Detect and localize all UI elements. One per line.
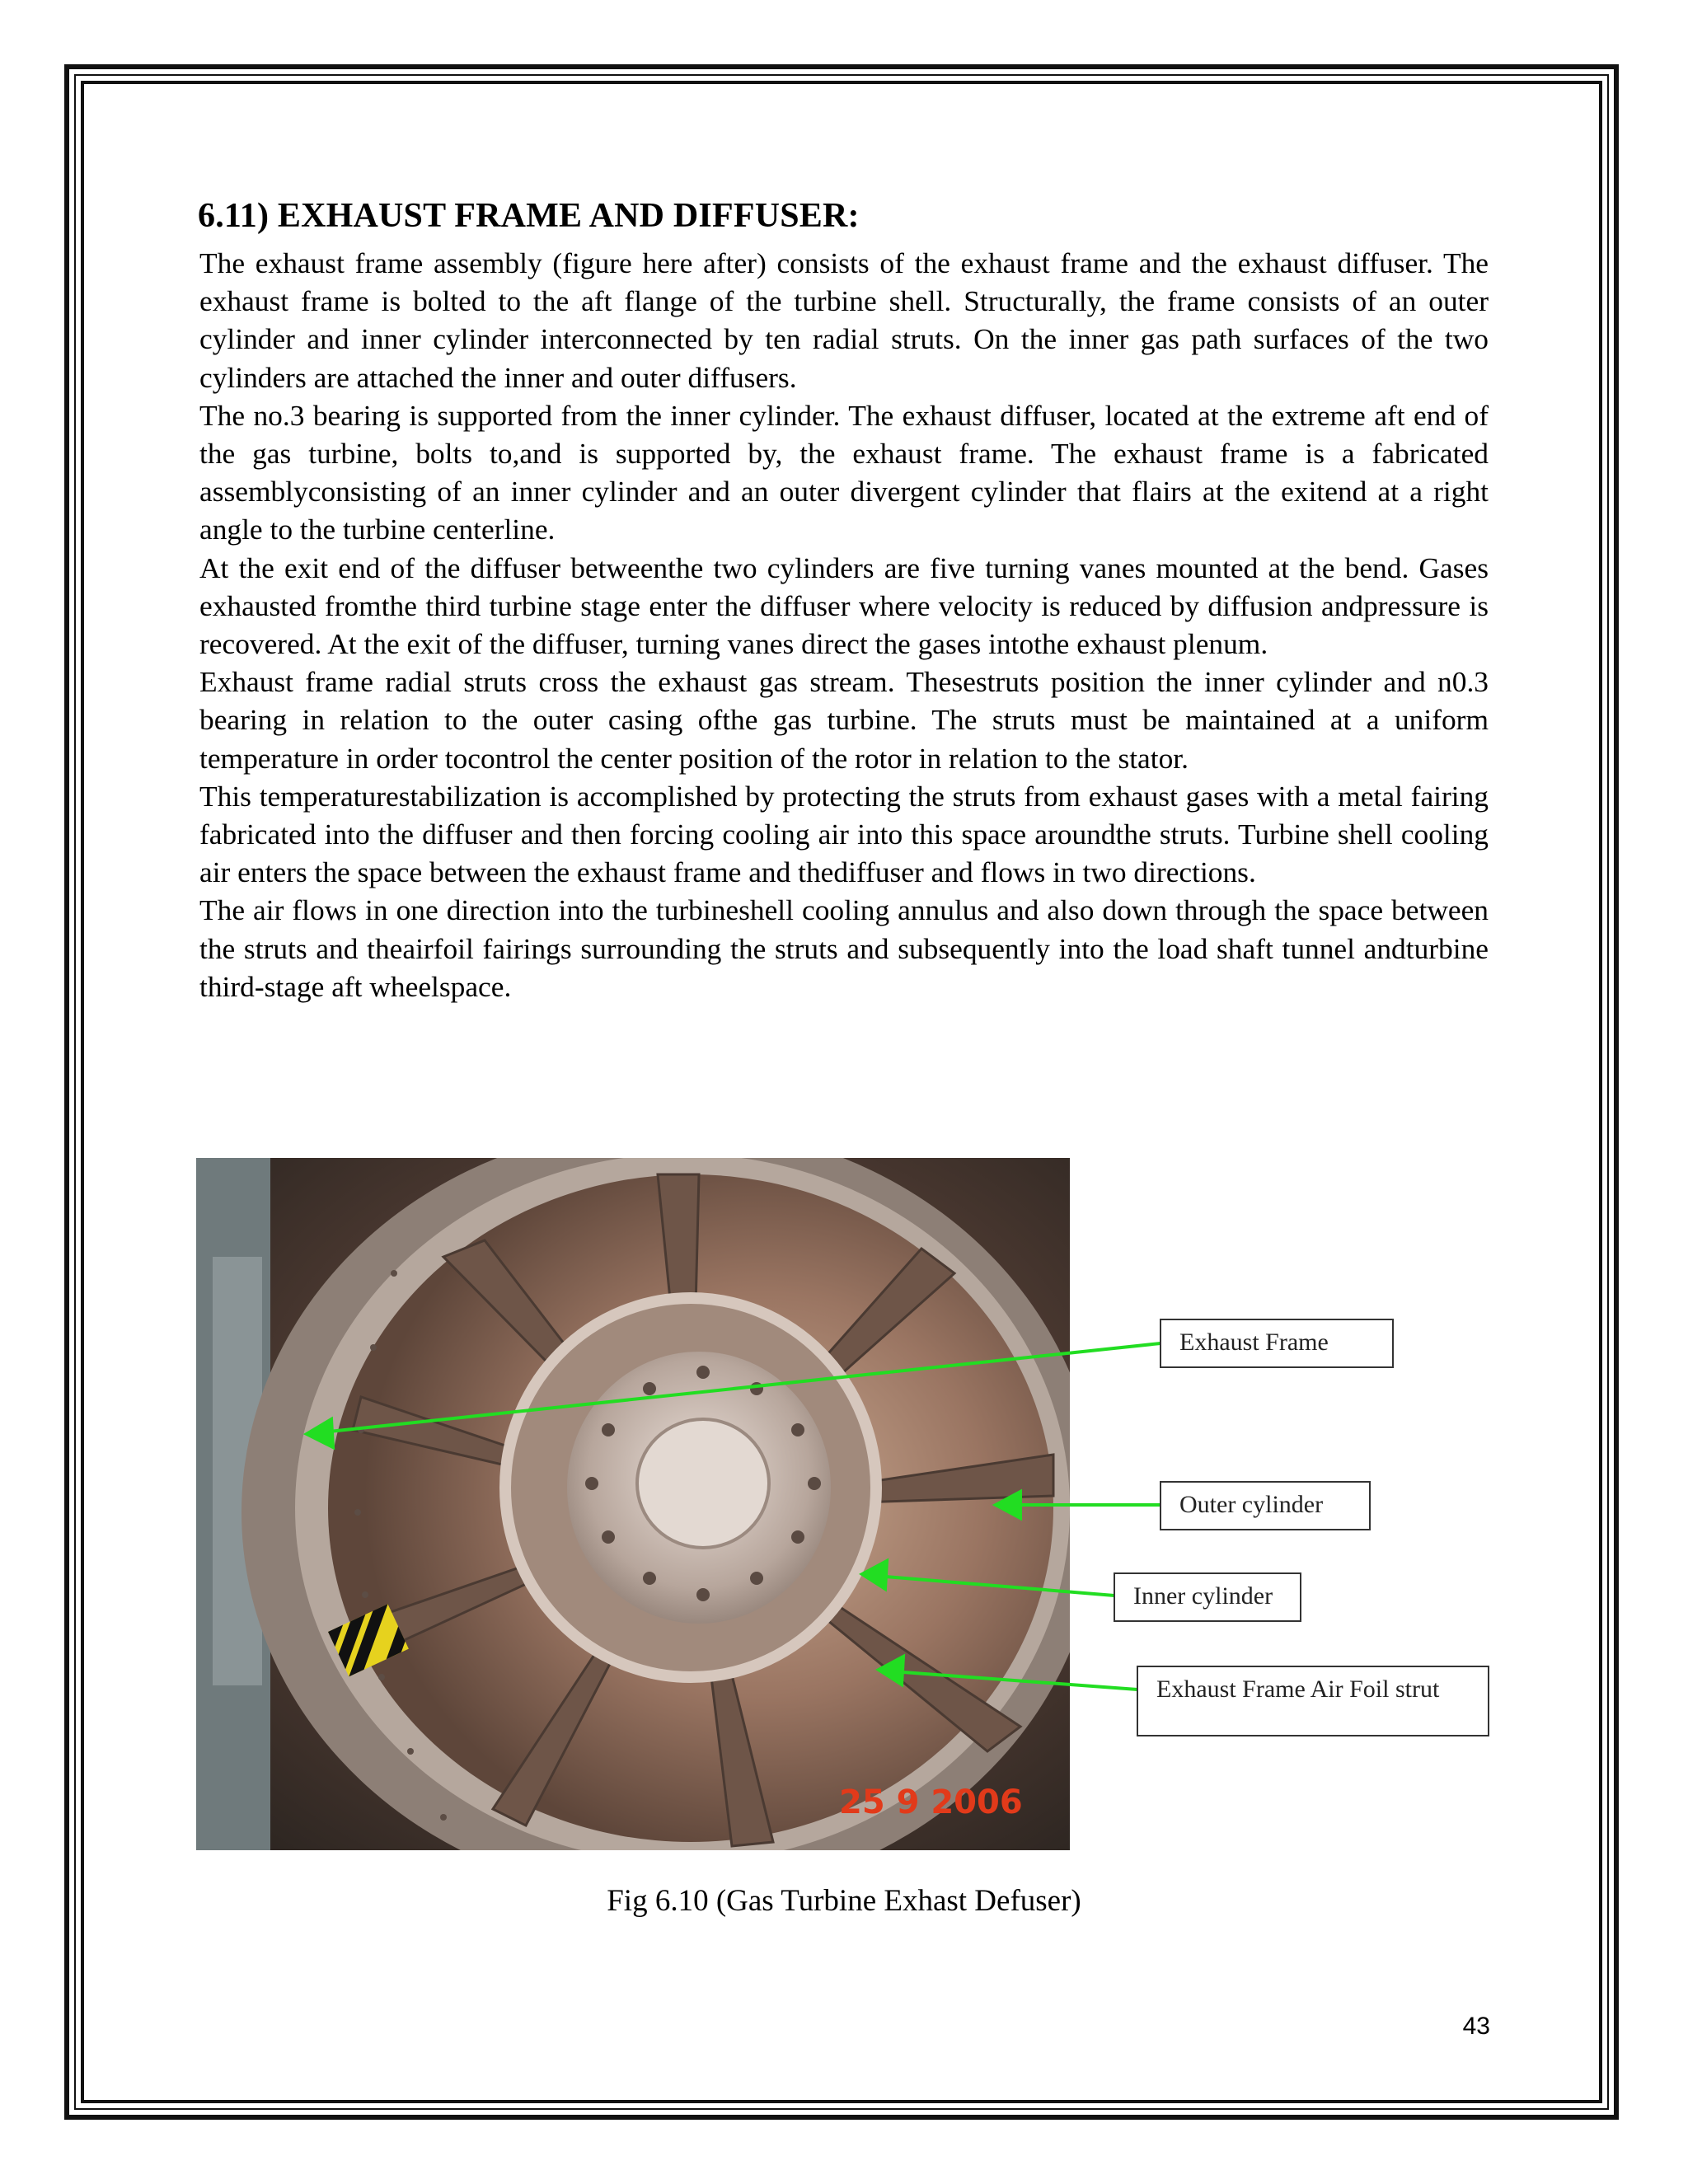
page-number: 43 bbox=[1462, 2013, 1490, 2040]
exhaust-frame-label: Exhaust Frame bbox=[1160, 1319, 1394, 1368]
section-heading: 6.11) EXHAUST FRAME AND DIFFUSER: bbox=[198, 197, 860, 235]
body-text bbox=[199, 244, 1489, 1005]
paragraph: The exhaust frame assembly (figure here after) consists of the exhaust frame and the exhaust diffuser. The exhaust frame is bolted to the aft flange of the turbine shell. Structurally, the frame consists of an outer cylinder and inner cylinder interconnected by ten radial struts. On the inner gas path surfaces of the two cylinders are attached the inner and outer diffusers. bbox=[199, 246, 1489, 394]
paragraph: Exhaust frame radial struts cross the exhaust gas stream. Thesestruts position the inner cylinder and n0.3 bearing in relation to the outer casing ofthe gas turbine. The struts must be maintained at a uniform temperature in order tocontrol the center position of the rotor in relation to the stator. bbox=[199, 665, 1489, 775]
paragraph: At the exit end of the diffuser betweenthe two cylinders are five turning vanes mounted at the bend. Gases exhausted fromthe third turbine stage enter the diffuser where velocity is reduced by diffusion andpressure is recovered. At the exit of the diffuser, turning vanes direct the gases intothe exhaust plenum. bbox=[199, 551, 1489, 661]
figure-caption: Fig 6.10 (Gas Turbine Exhast Defuser) bbox=[607, 1884, 1081, 1918]
photo-date-stamp: 25 9 2006 bbox=[839, 1783, 1023, 1821]
inner-cylinder-label: Inner cylinder bbox=[1114, 1572, 1301, 1622]
air-foil-strut-label: Exhaust Frame Air Foil strut bbox=[1137, 1666, 1489, 1736]
turbine-diffuser-photo bbox=[196, 1158, 1070, 1850]
paragraph: The air flows in one direction into the turbineshell cooling annulus and also down through the space between the struts and theairfoil fairings surrounding the struts and subsequently into the load shaft tunnel andturbine third-stage aft wheelspace. bbox=[199, 893, 1489, 1003]
paragraph: The no.3 bearing is supported from the inner cylinder. The exhaust diffuser, located at the extreme aft end of the gas turbine, bolts to,and is supported by, the exhaust frame. The exhaust frame is a fabricated assemblyconsisting of an inner cylinder and an outer divergent cylinder that flairs at the exitend at a right angle to the turbine centerline. bbox=[199, 398, 1489, 546]
paragraph: This temperaturestabilization is accomplished by protecting the struts from exhaust gases with a metal fairing fabricated into the diffuser and then forcing cooling air into this space aroundthe struts. Turbine shell cooling air enters the space between the exhaust frame and thediffuser and flows in two directions. bbox=[199, 779, 1489, 889]
outer-cylinder-label: Outer cylinder bbox=[1160, 1481, 1371, 1530]
